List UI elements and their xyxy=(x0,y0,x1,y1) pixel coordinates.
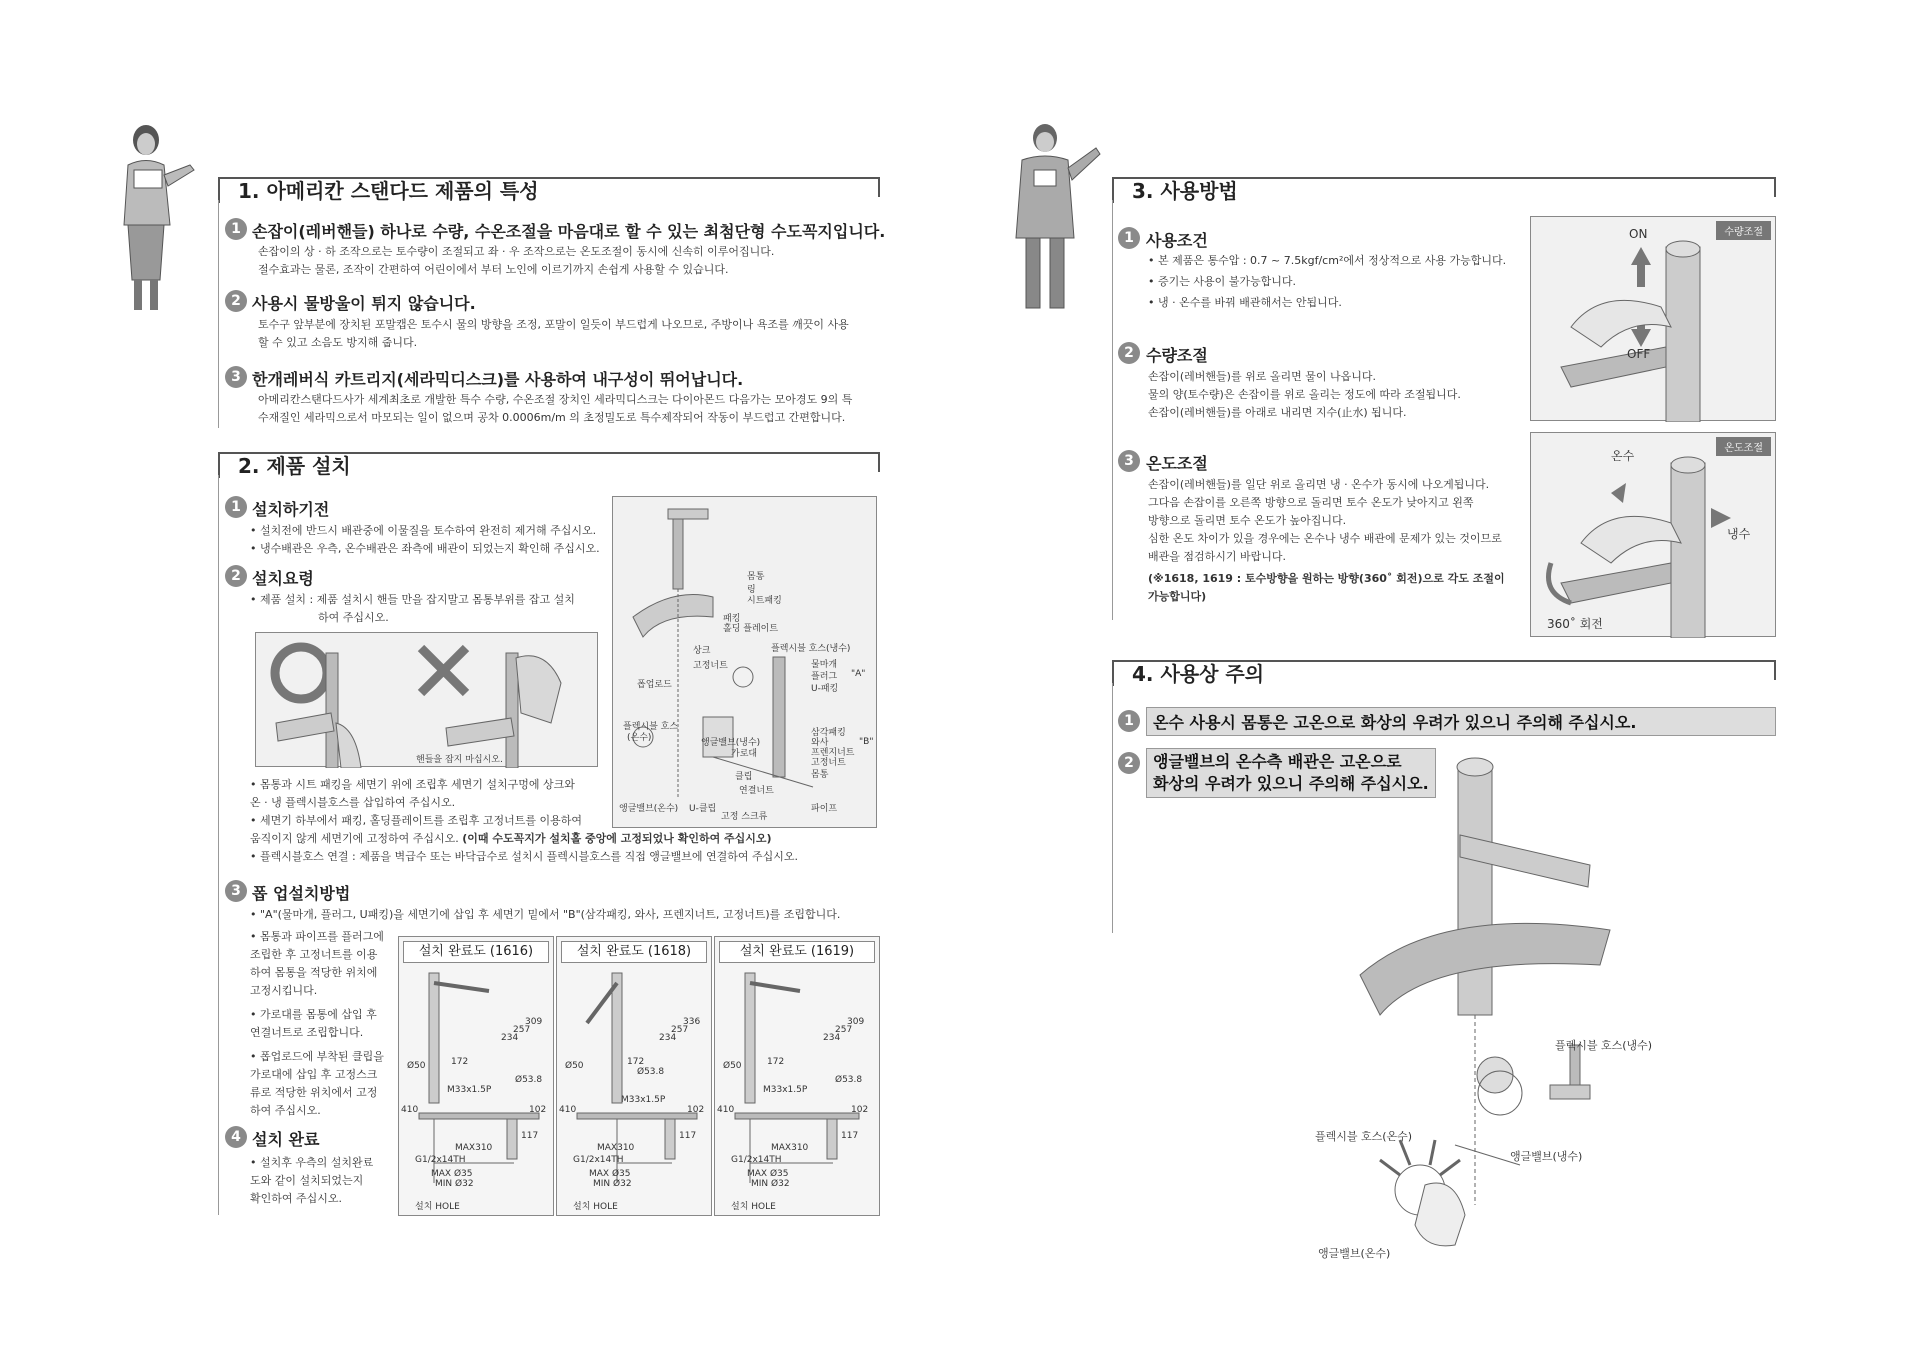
part-label: 플렉시블 호스 xyxy=(623,722,679,732)
part-label: 연결너트 xyxy=(739,786,774,796)
flow-control-body: 손잡이(레버핸들)를 위로 올리면 물이 나옵니다. 물의 양(토수량)은 손잡이를 위로 올리는 정도에 따라 조절됩니다. 손잡이(레버핸들)를 아래로 내리면 지수(止水) 됩니다. xyxy=(1148,370,1461,419)
popup-install-body: • 몸통과 파이프를 플러그에 조립한 후 고정너트를 이용 하여 몸통을 적당한 위치에 고정시킵니다. • 가로대를 몸통에 삽입 후 연결너트로 조립합니다. • 폽업로드에 부착된 클립을 가로대에 삽입 후 고정스크 류로 적당한 위치에서 고정 하여 주십시오. xyxy=(250,930,384,1117)
dim-label: Ø50 xyxy=(723,1061,742,1071)
dim-label: MAX310 xyxy=(455,1143,493,1153)
valve-hot-label: 앵글밸브(온수) xyxy=(1318,1247,1391,1260)
dim-label: M33x1.5P xyxy=(763,1085,808,1095)
section-1-title: 1. 아메리칸 스탠다드 제품의 특성 xyxy=(238,179,539,203)
dim-label: 117 xyxy=(841,1131,859,1141)
item-number: 4 xyxy=(225,1126,247,1148)
dim-label: 172 xyxy=(627,1057,645,1067)
dim-label: 410 xyxy=(717,1105,735,1115)
dim-label: MAX310 xyxy=(597,1143,635,1153)
usage-condition-title: 사용조건 xyxy=(1146,231,1208,250)
dim-label: MIN Ø32 xyxy=(751,1179,790,1189)
item-number: 1 xyxy=(225,218,247,240)
part-label: 앵글밸브(온수) xyxy=(619,804,679,814)
dim-label: 257 xyxy=(513,1025,531,1035)
dim-label: M33x1.5P xyxy=(621,1095,666,1105)
popup-install-line1: • "A"(물마개, 플러그, U패킹)을 세면기에 삽입 후 세면기 밑에서 "B"(삼각패킹, 와사, 프렌지너트, 고정너트)를 조립합니다. xyxy=(250,908,841,921)
part-label: 시트패킹 xyxy=(747,596,782,606)
rotation-label: 360˚ 회전 xyxy=(1547,617,1603,631)
caution-1-box: 온수 사용시 몸통은 고온으로 화상의 우려가 있으니 주의해 주십시오. xyxy=(1146,707,1776,736)
popup-install-title: 폽 업설치방법 xyxy=(252,884,351,903)
part-label: 삼각패킹 xyxy=(811,728,846,738)
part-label: 플러그 xyxy=(811,672,838,682)
dim-label: Ø53.8 xyxy=(637,1067,665,1077)
dim-label: 257 xyxy=(835,1025,853,1035)
part-label: U-클립 xyxy=(689,804,717,814)
feature-3-body: 아메리칸스탠다드사가 세계최초로 개발한 특수 수량, 수온조절 장치인 세라믹디스크는 다이아몬드 다음가는 모아경도 9의 특 수재질인 세라믹으로서 마모되는 일이 없으며 공차 0.0006m/m 의 초정밀도로 특수제작되어 작동이 부드럽고 간편합니다. xyxy=(258,393,853,424)
dim-label: MAX Ø35 xyxy=(431,1169,473,1179)
hot-water-label: 온수 xyxy=(1611,449,1635,463)
dim-label: G1/2x14TH xyxy=(731,1155,782,1165)
install-diagram-1619 xyxy=(714,936,880,1216)
section-3-header xyxy=(1112,177,1776,203)
part-label: 상크 xyxy=(693,646,711,656)
flow-figure-tag: 수량조절 xyxy=(1716,221,1771,240)
dim-label: G1/2x14TH xyxy=(573,1155,624,1165)
section-1-header xyxy=(218,177,880,203)
part-label: 홀딩 플레이트 xyxy=(723,624,779,634)
dim-label: 설치 HOLE xyxy=(573,1202,618,1212)
part-label: 고정 스크류 xyxy=(721,812,768,822)
dim-label: 309 xyxy=(525,1017,543,1027)
part-label: "A" xyxy=(851,669,866,679)
man-presenter-illustration xyxy=(1000,118,1110,318)
item-number: 3 xyxy=(225,880,247,902)
dim-label: Ø50 xyxy=(407,1061,426,1071)
dim-label: MAX Ø35 xyxy=(747,1169,789,1179)
install-diagram-caption: 설치 완료도 (1619) xyxy=(719,941,875,963)
part-label: 프렌지너트 xyxy=(811,748,855,758)
dim-label: 410 xyxy=(559,1105,577,1115)
install-done-body: • 설치후 우측의 설치완료 도와 같이 설치되었는지 확인하여 주십시오. xyxy=(250,1156,374,1205)
dim-label: Ø53.8 xyxy=(835,1075,863,1085)
part-label: 고정너트 xyxy=(811,758,846,768)
handling-figure xyxy=(255,632,598,767)
part-label: 플렉시블 호스(냉수) xyxy=(771,644,851,654)
off-label: OFF xyxy=(1627,347,1651,361)
part-label: 폽업로드 xyxy=(637,680,672,690)
caution-2-box: 앵글밸브의 온수측 배관은 고온으로 화상의 우려가 있으니 주의해 주십시오. xyxy=(1146,748,1436,798)
part-label: (온수) xyxy=(627,733,652,743)
feature-1-title: 손잡이(레버핸들) 하나로 수량, 수온조절을 마음대로 할 수 있는 최첨단형 수도꼭지입니다. xyxy=(252,222,886,241)
dim-label: 172 xyxy=(451,1057,469,1067)
item-number: 2 xyxy=(225,565,247,587)
install-done-title: 설치 완료 xyxy=(252,1130,320,1149)
dim-label: 설치 HOLE xyxy=(731,1202,776,1212)
dim-label: MAX Ø35 xyxy=(589,1169,631,1179)
part-label: 클립 xyxy=(735,772,753,782)
item-number: 1 xyxy=(1118,710,1140,732)
hose-cold-label: 플렉시블 호스(냉수) xyxy=(1555,1039,1653,1052)
install-steps: • 몸통과 시트 패킹을 세면기 위에 조립후 세면기 설치구멍에 상크와 온 · 냉 플렉시블호스를 삽입하여 주십시오. • 세면기 하부에서 패킹, 홀딩플레이트를 조립후 고정너트를 이용하여 움직이지 않게 세면기에 고정하여 주십시오. (이때 수도꼭지가 설치홀 중앙에 고정되었나 확인하여 주십시오) • 플렉시블호스 연결 : 제품을 벽급수 또는 바닥급수로 설치시 플렉시블호스를 직접 앵글밸브에 연결하여 주십시오. xyxy=(250,778,798,863)
part-label: 가로대 xyxy=(731,749,758,759)
dim-label: 172 xyxy=(767,1057,785,1067)
part-label: 앵글밸브(냉수) xyxy=(701,738,761,748)
part-label: 패킹 xyxy=(723,614,741,624)
before-install-title: 설치하기전 xyxy=(252,500,330,519)
part-label: 몸통 xyxy=(811,770,829,780)
item-number: 3 xyxy=(1118,450,1140,472)
part-label: 링 xyxy=(747,585,756,595)
dim-label: 336 xyxy=(683,1017,701,1027)
feature-3-title: 한개레버식 카트리지(세라믹디스크)를 사용하여 내구성이 뛰어납니다. xyxy=(252,370,744,389)
dim-label: Ø53.8 xyxy=(515,1075,543,1085)
section-1-rule xyxy=(218,200,219,428)
part-label: 와사 xyxy=(811,738,829,748)
flow-lever-illustration xyxy=(1531,217,1777,422)
dim-label: G1/2x14TH xyxy=(415,1155,466,1165)
temp-control-body: 손잡이(레버핸들)를 일단 위로 올리면 냉 · 온수가 동시에 나오게됩니다. 그다음 손잡이를 오른쪽 방향으로 돌리면 토수 온도가 낮아지고 왼쪽 방향으로 돌리면 토수 온도가 높아집니다. 심한 온도 차이가 있을 경우에는 온수나 냉수 배관에 문제가 있는 것이므로 배관을 점검하시기 바랍니다. (※1618, 1619 : 토수방향을 원하는 방향(360˚ 회전)으로 각도 조절이 가능합니다) xyxy=(1148,478,1505,603)
dim-label: 102 xyxy=(687,1105,705,1115)
flow-control-title: 수량조절 xyxy=(1146,346,1208,365)
flow-control-figure xyxy=(1530,216,1776,421)
install-diagram-1616 xyxy=(398,936,554,1216)
feature-1-body: 손잡이의 상 · 하 조작으로는 토수량이 조절되고 좌 · 우 조작으로는 온도조절이 동시에 신속히 이루어집니다. 절수효과는 물론, 조작이 간편하여 어린이에서 부터 노인에 이르기까지 손쉽게 사용할 수 있습니다. xyxy=(258,245,775,276)
section-3-rule xyxy=(1112,200,1113,620)
item-number: 2 xyxy=(225,290,247,312)
section-4-title: 4. 사용상 주의 xyxy=(1132,662,1265,686)
dim-label: 257 xyxy=(671,1025,689,1035)
dim-label: M33x1.5P xyxy=(447,1085,492,1095)
dim-label: 309 xyxy=(847,1017,865,1027)
install-method-title: 설치요령 xyxy=(252,569,314,588)
temp-control-figure xyxy=(1530,432,1776,637)
part-label: 고정너트 xyxy=(693,661,728,671)
part-label: 파이프 xyxy=(811,804,838,814)
dim-label: 234 xyxy=(823,1033,841,1043)
section-2-title: 2. 제품 설치 xyxy=(238,454,351,478)
dim-label: MIN Ø32 xyxy=(593,1179,632,1189)
install-diagram-caption: 설치 완료도 (1616) xyxy=(403,941,549,963)
item-number: 1 xyxy=(1118,227,1140,249)
install-dim-drawing xyxy=(557,963,713,1217)
dim-label: 설치 HOLE xyxy=(415,1202,460,1212)
part-label: 몸통 xyxy=(747,572,765,582)
dim-label: Ø50 xyxy=(565,1061,584,1071)
part-label: 물마개 xyxy=(811,660,838,670)
install-steps-bold: (이때 수도꼭지가 설치홀 중앙에 고정되었나 확인하여 주십시오) xyxy=(462,832,772,845)
section-3-title: 3. 사용방법 xyxy=(1132,179,1238,203)
install-diagram-caption: 설치 완료도 (1618) xyxy=(561,941,707,963)
feature-2-body: 토수구 앞부분에 장치된 포말캡은 토수시 물의 방향을 조정, 포말이 일듯이 부드럽게 나오므로, 주방이나 욕조를 깨끗이 사용 할 수 있고 소음도 방지해 줍니다. xyxy=(258,318,849,349)
scald-warning-illustration xyxy=(1340,745,1720,1265)
section-4-rule xyxy=(1112,683,1113,933)
before-install-body: • 설치전에 반드시 배관중에 이물질을 토수하여 완전히 제거해 주십시오. • 냉수배관은 우측, 온수배관은 좌측에 배관이 되었는지 확인해 주십시오. xyxy=(250,524,600,555)
section-2-rule xyxy=(218,475,219,1215)
section-2-header xyxy=(218,452,880,478)
item-number: 3 xyxy=(225,366,247,388)
dim-label: MAX310 xyxy=(771,1143,809,1153)
on-label: ON xyxy=(1629,227,1648,241)
dim-label: 117 xyxy=(521,1131,539,1141)
dim-label: 410 xyxy=(401,1105,419,1115)
do-dont-illustration xyxy=(256,633,599,768)
item-number: 2 xyxy=(1118,342,1140,364)
item-number: 1 xyxy=(225,496,247,518)
cold-water-label: 냉수 xyxy=(1727,527,1751,541)
install-diagram-1618 xyxy=(556,936,712,1216)
install-method-body: • 제품 설치 : 제품 설치시 핸들 만을 잡지말고 몸통부위를 잡고 설치 하여 주십시오. xyxy=(250,593,575,624)
part-label: "B" xyxy=(859,737,874,747)
temp-control-title: 온도조절 xyxy=(1146,454,1208,473)
no-handle-caption: 핸들을 잡지 마십시오. xyxy=(416,755,503,765)
usage-condition-body: • 본 제품은 통수압 : 0.7 ~ 7.5kgf/cm²에서 정상적으로 사용 가능합니다. • 증기는 사용이 불가능합니다. • 냉 · 온수를 바꿔 배관해서는 안됩니다. xyxy=(1148,254,1507,309)
dim-label: MIN Ø32 xyxy=(435,1179,474,1189)
feature-2-title: 사용시 물방울이 튀지 않습니다. xyxy=(252,294,476,313)
dim-label: 234 xyxy=(501,1033,519,1043)
part-label: U-패킹 xyxy=(811,684,839,694)
dim-label: 117 xyxy=(679,1131,697,1141)
dim-label: 102 xyxy=(851,1105,869,1115)
section-4-header xyxy=(1112,660,1776,686)
valve-cold-label: 앵글밸브(냉수) xyxy=(1510,1150,1583,1163)
temp-figure-tag: 온도조절 xyxy=(1716,437,1771,456)
hose-hot-label: 플렉시블 호스(온수) xyxy=(1315,1130,1413,1143)
dim-label: 234 xyxy=(659,1033,677,1043)
woman-presenter-illustration xyxy=(98,120,208,320)
dim-label: 102 xyxy=(529,1105,547,1115)
item-number: 2 xyxy=(1118,752,1140,774)
